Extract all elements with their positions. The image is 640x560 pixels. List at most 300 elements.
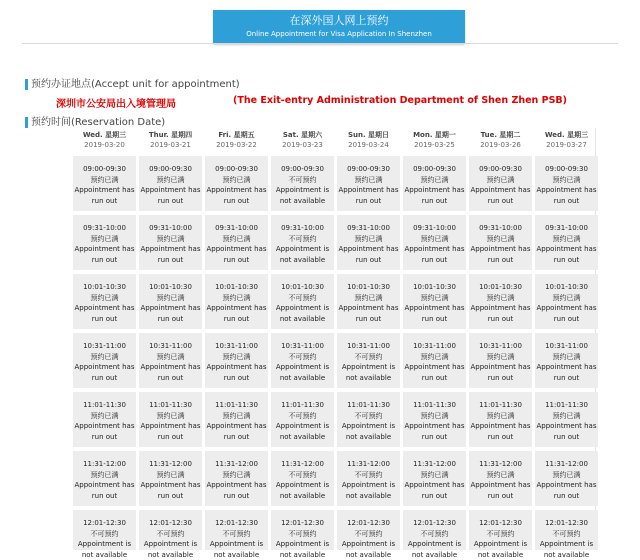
slot-status-cn: 预约已满 xyxy=(73,234,136,245)
reservation-date-label: 预约时间(Reservation Date) xyxy=(25,117,165,128)
slot-time: 11:31-12:00 xyxy=(469,459,532,470)
slot-status-en-line2: run out xyxy=(205,196,268,207)
slot-status-en-line1: Appointment has xyxy=(337,185,400,196)
slot-time: 10:31-11:00 xyxy=(535,341,598,352)
time-slot-cell[interactable] xyxy=(271,215,334,270)
time-slot-cell[interactable] xyxy=(535,392,598,447)
time-slot-cell[interactable] xyxy=(73,392,136,447)
time-slot-cell[interactable] xyxy=(271,392,334,447)
slot-status-cn: 不可预约 xyxy=(271,234,334,245)
slot-status-en-line1: Appointment has xyxy=(337,303,400,314)
accept-unit-name-cn: 深圳市公安局出入境管理局 xyxy=(56,95,176,110)
slot-time: 09:31-10:00 xyxy=(337,223,400,234)
slot-status-en-line1: Appointment is xyxy=(469,539,532,550)
time-slot-cell[interactable] xyxy=(337,274,400,329)
slot-status-cn: 预约已满 xyxy=(337,234,400,245)
day-date: 2019-03-26 xyxy=(469,140,532,150)
slot-time: 11:01-11:30 xyxy=(271,400,334,411)
slot-time: 10:31-11:00 xyxy=(73,341,136,352)
time-slot-cell[interactable] xyxy=(403,274,466,329)
slot-status-cn: 预约已满 xyxy=(73,470,136,481)
time-slot-cell[interactable] xyxy=(271,274,334,329)
slot-status-en-line1: Appointment is xyxy=(271,539,334,550)
slot-status-en-line2: not available xyxy=(337,550,400,560)
slot-time: 10:01-10:30 xyxy=(205,282,268,293)
slot-status-en-line1: Appointment has xyxy=(337,244,400,255)
slot-status-cn: 预约已满 xyxy=(139,234,202,245)
time-slot-cell[interactable] xyxy=(73,333,136,388)
day-name: Sun. 星期日 xyxy=(337,130,400,140)
slot-status-cn: 预约已满 xyxy=(535,234,598,245)
slot-status-cn: 预约已满 xyxy=(73,411,136,422)
day-name: Wed. 星期三 xyxy=(535,130,598,140)
slot-status-en-line1: Appointment has xyxy=(403,303,466,314)
slot-status-en-line1: Appointment has xyxy=(139,303,202,314)
time-slot-cell[interactable] xyxy=(337,392,400,447)
day-name: Sat. 星期六 xyxy=(271,130,334,140)
day-name: Tue. 星期二 xyxy=(469,130,532,140)
slot-status-en-line2: run out xyxy=(535,196,598,207)
time-slot-cell[interactable] xyxy=(139,156,202,211)
slot-status-cn: 不可预约 xyxy=(403,529,466,540)
header-divider xyxy=(22,43,618,44)
page-title-cn: 在深外国人网上预约 xyxy=(213,14,465,28)
slot-status-cn: 预约已满 xyxy=(469,411,532,422)
slot-status-en-line1: Appointment has xyxy=(139,362,202,373)
time-slot-cell[interactable] xyxy=(271,156,334,211)
time-slot-cell[interactable] xyxy=(205,156,268,211)
slot-status-en-line1: Appointment has xyxy=(73,185,136,196)
slot-time: 09:00-09:30 xyxy=(403,164,466,175)
slot-status-en-line2: not available xyxy=(271,491,334,502)
slot-status-cn: 预约已满 xyxy=(535,175,598,186)
slot-status-en-line2: run out xyxy=(469,314,532,325)
slot-status-en-line1: Appointment has xyxy=(205,421,268,432)
time-slot-cell[interactable] xyxy=(139,451,202,506)
slot-status-en-line2: run out xyxy=(73,491,136,502)
slot-time: 10:31-11:00 xyxy=(337,341,400,352)
slot-time: 10:01-10:30 xyxy=(469,282,532,293)
slot-time: 11:31-12:00 xyxy=(139,459,202,470)
slot-status-en-line2: not available xyxy=(535,550,598,560)
slot-status-en-line2: run out xyxy=(139,255,202,266)
slot-status-en-line1: Appointment has xyxy=(205,362,268,373)
slot-time: 11:31-12:00 xyxy=(535,459,598,470)
slot-status-en-line1: Appointment is xyxy=(271,421,334,432)
slot-time: 11:31-12:00 xyxy=(403,459,466,470)
slot-time: 10:01-10:30 xyxy=(535,282,598,293)
slot-time: 11:31-12:00 xyxy=(205,459,268,470)
slot-time: 10:31-11:00 xyxy=(205,341,268,352)
time-slot-cell[interactable] xyxy=(337,451,400,506)
slot-status-en-line1: Appointment has xyxy=(139,480,202,491)
time-slot-cell[interactable] xyxy=(139,392,202,447)
slot-time: 10:31-11:00 xyxy=(403,341,466,352)
slot-status-en-line2: run out xyxy=(337,314,400,325)
time-slot-cell[interactable] xyxy=(73,215,136,270)
slot-status-en-line2: run out xyxy=(73,373,136,384)
slot-status-en-line1: Appointment has xyxy=(469,244,532,255)
slot-status-en-line2: run out xyxy=(469,432,532,443)
time-slot-cell[interactable] xyxy=(205,215,268,270)
slot-status-cn: 预约已满 xyxy=(205,470,268,481)
slot-status-cn: 预约已满 xyxy=(139,411,202,422)
slot-status-cn: 不可预约 xyxy=(337,352,400,363)
slot-status-en-line1: Appointment has xyxy=(139,244,202,255)
slot-status-cn: 预约已满 xyxy=(139,293,202,304)
slot-status-cn: 不可预约 xyxy=(337,470,400,481)
slot-status-en-line2: run out xyxy=(73,255,136,266)
slot-time: 11:01-11:30 xyxy=(73,400,136,411)
slot-status-cn: 不可预约 xyxy=(271,293,334,304)
page-header-banner xyxy=(213,10,465,44)
slot-status-en-line2: not available xyxy=(73,550,136,560)
time-slot-cell[interactable] xyxy=(205,392,268,447)
slot-status-cn: 预约已满 xyxy=(73,175,136,186)
day-header xyxy=(205,130,268,152)
slot-status-en-line1: Appointment has xyxy=(205,303,268,314)
slot-time: 10:31-11:00 xyxy=(469,341,532,352)
slot-status-en-line2: run out xyxy=(337,196,400,207)
slot-time: 09:31-10:00 xyxy=(139,223,202,234)
slot-status-en-line1: Appointment is xyxy=(271,244,334,255)
slot-time: 09:00-09:30 xyxy=(139,164,202,175)
slot-status-en-line2: run out xyxy=(535,314,598,325)
slot-status-cn: 不可预约 xyxy=(337,529,400,540)
time-slot-cell[interactable] xyxy=(469,274,532,329)
time-slot-cell[interactable] xyxy=(73,451,136,506)
day-date: 2019-03-21 xyxy=(139,140,202,150)
time-slot-cell[interactable] xyxy=(535,215,598,270)
slot-status-en-line1: Appointment is xyxy=(271,480,334,491)
time-slot-cell[interactable] xyxy=(403,451,466,506)
slot-status-en-line2: run out xyxy=(139,491,202,502)
slot-status-en-line2: run out xyxy=(403,196,466,207)
slot-status-en-line2: run out xyxy=(205,491,268,502)
time-slot-cell[interactable] xyxy=(139,510,202,550)
slot-status-en-line2: run out xyxy=(535,432,598,443)
slot-status-cn: 预约已满 xyxy=(337,293,400,304)
slot-status-cn: 预约已满 xyxy=(205,352,268,363)
slot-status-en-line1: Appointment has xyxy=(205,480,268,491)
slot-time: 11:01-11:30 xyxy=(139,400,202,411)
slot-status-en-line1: Appointment is xyxy=(205,539,268,550)
slot-status-cn: 不可预约 xyxy=(469,529,532,540)
slot-time: 10:01-10:30 xyxy=(139,282,202,293)
slot-time: 11:01-11:30 xyxy=(535,400,598,411)
time-slot-cell[interactable] xyxy=(469,392,532,447)
slot-time: 12:01-12:30 xyxy=(535,518,598,529)
slot-time: 09:00-09:30 xyxy=(73,164,136,175)
slot-status-cn: 预约已满 xyxy=(535,470,598,481)
day-date: 2019-03-20 xyxy=(73,140,136,150)
time-slot-cell[interactable] xyxy=(271,451,334,506)
time-slot-cell[interactable] xyxy=(535,333,598,388)
slot-status-cn: 不可预约 xyxy=(271,470,334,481)
slot-status-cn: 预约已满 xyxy=(139,352,202,363)
slot-status-en-line1: Appointment has xyxy=(73,480,136,491)
time-slot-cell[interactable] xyxy=(403,215,466,270)
slot-status-en-line2: run out xyxy=(469,373,532,384)
slot-status-en-line2: run out xyxy=(403,373,466,384)
slot-status-en-line1: Appointment is xyxy=(337,480,400,491)
slot-status-cn: 预约已满 xyxy=(205,234,268,245)
slot-status-en-line1: Appointment has xyxy=(469,421,532,432)
slot-status-cn: 预约已满 xyxy=(535,411,598,422)
slot-time: 10:31-11:00 xyxy=(271,341,334,352)
day-header xyxy=(73,130,136,152)
slot-status-en-line1: Appointment has xyxy=(403,480,466,491)
page-title-en: Online Appointment for Visa Application In Shenzhen xyxy=(213,28,465,40)
slot-time: 09:00-09:30 xyxy=(205,164,268,175)
slot-status-cn: 预约已满 xyxy=(139,175,202,186)
time-slot-cell[interactable] xyxy=(271,333,334,388)
slot-status-en-line2: run out xyxy=(403,491,466,502)
slot-status-en-line1: Appointment has xyxy=(205,185,268,196)
slot-status-en-line1: Appointment has xyxy=(535,421,598,432)
slot-time: 11:01-11:30 xyxy=(403,400,466,411)
slot-status-en-line2: run out xyxy=(535,373,598,384)
slot-status-en-line1: Appointment has xyxy=(469,362,532,373)
time-slot-cell[interactable] xyxy=(469,333,532,388)
slot-status-en-line2: not available xyxy=(337,491,400,502)
slot-status-en-line1: Appointment has xyxy=(205,244,268,255)
slot-time: 09:00-09:30 xyxy=(271,164,334,175)
slot-status-en-line2: not available xyxy=(403,550,466,560)
time-slot-cell[interactable] xyxy=(73,274,136,329)
time-slot-cell[interactable] xyxy=(403,510,466,550)
day-date: 2019-03-27 xyxy=(535,140,598,150)
time-slot-cell[interactable] xyxy=(205,274,268,329)
time-slot-cell[interactable] xyxy=(271,510,334,550)
slot-status-cn: 预约已满 xyxy=(535,293,598,304)
slot-status-en-line2: run out xyxy=(205,373,268,384)
slot-status-en-line1: Appointment is xyxy=(337,362,400,373)
time-slot-cell[interactable] xyxy=(205,451,268,506)
slot-status-en-line2: not available xyxy=(271,432,334,443)
slot-status-en-line1: Appointment has xyxy=(535,362,598,373)
time-slot-cell[interactable] xyxy=(403,156,466,211)
time-slot-cell[interactable] xyxy=(139,215,202,270)
slot-status-en-line2: run out xyxy=(403,432,466,443)
slot-time: 09:00-09:30 xyxy=(535,164,598,175)
slot-status-en-line2: not available xyxy=(271,314,334,325)
slot-time: 10:01-10:30 xyxy=(403,282,466,293)
slot-status-en-line2: not available xyxy=(271,373,334,384)
slot-time: 12:01-12:30 xyxy=(205,518,268,529)
time-slot-cell[interactable] xyxy=(73,156,136,211)
slot-time: 12:01-12:30 xyxy=(271,518,334,529)
slot-status-cn: 不可预约 xyxy=(535,529,598,540)
time-slot-cell[interactable] xyxy=(403,392,466,447)
slot-status-en-line1: Appointment has xyxy=(73,303,136,314)
day-header xyxy=(403,130,466,152)
slot-time: 09:31-10:00 xyxy=(403,223,466,234)
time-slot-cell[interactable] xyxy=(139,333,202,388)
slot-time: 12:01-12:30 xyxy=(139,518,202,529)
slot-time: 09:00-09:30 xyxy=(469,164,532,175)
slot-status-en-line2: run out xyxy=(205,314,268,325)
slot-status-en-line2: not available xyxy=(469,550,532,560)
slot-status-en-line1: Appointment has xyxy=(403,362,466,373)
time-slot-cell[interactable] xyxy=(469,215,532,270)
slot-status-cn: 预约已满 xyxy=(403,470,466,481)
time-slot-cell[interactable] xyxy=(337,510,400,550)
slot-time: 10:31-11:00 xyxy=(139,341,202,352)
slot-status-cn: 预约已满 xyxy=(73,293,136,304)
time-slot-cell[interactable] xyxy=(73,510,136,550)
slot-status-cn: 预约已满 xyxy=(469,352,532,363)
slot-status-cn: 预约已满 xyxy=(139,470,202,481)
slot-status-en-line1: Appointment has xyxy=(139,421,202,432)
day-header xyxy=(535,130,598,152)
slot-status-en-line2: run out xyxy=(205,255,268,266)
slot-time: 09:31-10:00 xyxy=(535,223,598,234)
slot-time: 11:31-12:00 xyxy=(73,459,136,470)
slot-time: 12:01-12:30 xyxy=(337,518,400,529)
appointment-table xyxy=(73,130,598,550)
slot-time: 11:01-11:30 xyxy=(469,400,532,411)
time-slot-cell[interactable] xyxy=(403,333,466,388)
slot-status-cn: 不可预约 xyxy=(271,352,334,363)
slot-time: 12:01-12:30 xyxy=(469,518,532,529)
slot-status-en-line2: not available xyxy=(271,550,334,560)
slot-status-en-line1: Appointment has xyxy=(535,480,598,491)
slot-status-en-line1: Appointment has xyxy=(73,421,136,432)
slot-status-cn: 预约已满 xyxy=(205,411,268,422)
day-date: 2019-03-23 xyxy=(271,140,334,150)
slot-status-en-line2: run out xyxy=(535,255,598,266)
slot-status-en-line1: Appointment has xyxy=(535,244,598,255)
time-slot-cell[interactable] xyxy=(205,333,268,388)
slot-status-en-line2: run out xyxy=(403,255,466,266)
time-slot-cell[interactable] xyxy=(469,510,532,550)
time-slot-cell[interactable] xyxy=(535,274,598,329)
slot-status-cn: 预约已满 xyxy=(469,234,532,245)
slot-status-en-line2: not available xyxy=(205,550,268,560)
slot-status-cn: 预约已满 xyxy=(403,411,466,422)
slot-status-en-line2: run out xyxy=(535,491,598,502)
slot-status-en-line2: run out xyxy=(73,196,136,207)
slot-status-en-line1: Appointment has xyxy=(403,185,466,196)
slot-status-en-line2: run out xyxy=(403,314,466,325)
slot-status-en-line2: not available xyxy=(271,255,334,266)
slot-time: 11:31-12:00 xyxy=(271,459,334,470)
slot-status-en-line1: Appointment is xyxy=(271,303,334,314)
day-date: 2019-03-22 xyxy=(205,140,268,150)
slot-status-cn: 不可预约 xyxy=(139,529,202,540)
time-slot-cell[interactable] xyxy=(469,156,532,211)
time-slot-cell[interactable] xyxy=(139,274,202,329)
slot-status-en-line1: Appointment has xyxy=(73,244,136,255)
day-date: 2019-03-25 xyxy=(403,140,466,150)
slot-time: 10:01-10:30 xyxy=(271,282,334,293)
slot-status-en-line1: Appointment has xyxy=(403,244,466,255)
time-slot-cell[interactable] xyxy=(337,333,400,388)
slot-time: 11:01-11:30 xyxy=(205,400,268,411)
slot-status-en-line2: not available xyxy=(337,373,400,384)
slot-status-cn: 不可预约 xyxy=(271,529,334,540)
slot-status-en-line1: Appointment is xyxy=(271,185,334,196)
day-name: Wed. 星期三 xyxy=(73,130,136,140)
slot-status-cn: 预约已满 xyxy=(469,470,532,481)
slot-status-en-line2: run out xyxy=(139,432,202,443)
day-header xyxy=(337,130,400,152)
slot-status-cn: 预约已满 xyxy=(403,352,466,363)
slot-status-en-line2: run out xyxy=(469,491,532,502)
slot-status-en-line2: run out xyxy=(73,314,136,325)
slot-status-en-line1: Appointment is xyxy=(139,539,202,550)
slot-status-cn: 不可预约 xyxy=(271,175,334,186)
time-slot-cell[interactable] xyxy=(205,510,268,550)
accept-unit-label: 预约办证地点(Accept unit for appointment) xyxy=(25,79,240,90)
slot-time: 10:01-10:30 xyxy=(73,282,136,293)
slot-status-en-line1: Appointment is xyxy=(337,421,400,432)
slot-status-cn: 预约已满 xyxy=(205,175,268,186)
slot-status-en-line1: Appointment has xyxy=(469,185,532,196)
slot-status-cn: 预约已满 xyxy=(73,352,136,363)
slot-status-cn: 预约已满 xyxy=(403,234,466,245)
time-slot-cell[interactable] xyxy=(535,451,598,506)
time-slot-cell[interactable] xyxy=(535,510,598,550)
slot-status-en-line2: run out xyxy=(139,196,202,207)
slot-status-en-line2: not available xyxy=(139,550,202,560)
slot-status-cn: 不可预约 xyxy=(337,411,400,422)
slot-status-en-line2: run out xyxy=(337,255,400,266)
slot-status-en-line1: Appointment is xyxy=(535,539,598,550)
slot-time: 09:31-10:00 xyxy=(271,223,334,234)
slot-time: 09:00-09:30 xyxy=(337,164,400,175)
slot-status-en-line1: Appointment is xyxy=(73,539,136,550)
slot-time: 12:01-12:30 xyxy=(403,518,466,529)
day-name: Fri. 星期五 xyxy=(205,130,268,140)
day-header xyxy=(139,130,202,152)
slot-status-cn: 预约已满 xyxy=(403,293,466,304)
slot-time: 12:01-12:30 xyxy=(73,518,136,529)
slot-status-en-line1: Appointment has xyxy=(403,421,466,432)
day-name: Thur. 星期四 xyxy=(139,130,202,140)
slot-time: 09:31-10:00 xyxy=(205,223,268,234)
time-slot-cell[interactable] xyxy=(337,215,400,270)
slot-status-en-line1: Appointment has xyxy=(469,303,532,314)
slot-status-cn: 不可预约 xyxy=(271,411,334,422)
slot-time: 11:01-11:30 xyxy=(337,400,400,411)
slot-time: 10:01-10:30 xyxy=(337,282,400,293)
day-name: Mon. 星期一 xyxy=(403,130,466,140)
slot-status-en-line2: run out xyxy=(139,314,202,325)
slot-status-en-line1: Appointment has xyxy=(535,185,598,196)
slot-status-cn: 预约已满 xyxy=(403,175,466,186)
slot-status-cn: 预约已满 xyxy=(205,293,268,304)
time-slot-cell[interactable] xyxy=(535,156,598,211)
time-slot-cell[interactable] xyxy=(469,451,532,506)
slot-status-cn: 预约已满 xyxy=(469,175,532,186)
slot-status-en-line1: Appointment is xyxy=(271,362,334,373)
slot-status-en-line1: Appointment has xyxy=(469,480,532,491)
slot-status-cn: 预约已满 xyxy=(535,352,598,363)
slot-status-en-line1: Appointment is xyxy=(403,539,466,550)
slot-status-en-line2: run out xyxy=(469,196,532,207)
slot-status-cn: 不可预约 xyxy=(205,529,268,540)
slot-time: 11:31-12:00 xyxy=(337,459,400,470)
slot-status-en-line1: Appointment has xyxy=(535,303,598,314)
slot-status-en-line2: run out xyxy=(205,432,268,443)
time-slot-cell[interactable] xyxy=(337,156,400,211)
slot-status-en-line2: run out xyxy=(469,255,532,266)
slot-status-en-line2: not available xyxy=(271,196,334,207)
slot-status-en-line1: Appointment has xyxy=(139,185,202,196)
slot-status-cn: 预约已满 xyxy=(469,293,532,304)
